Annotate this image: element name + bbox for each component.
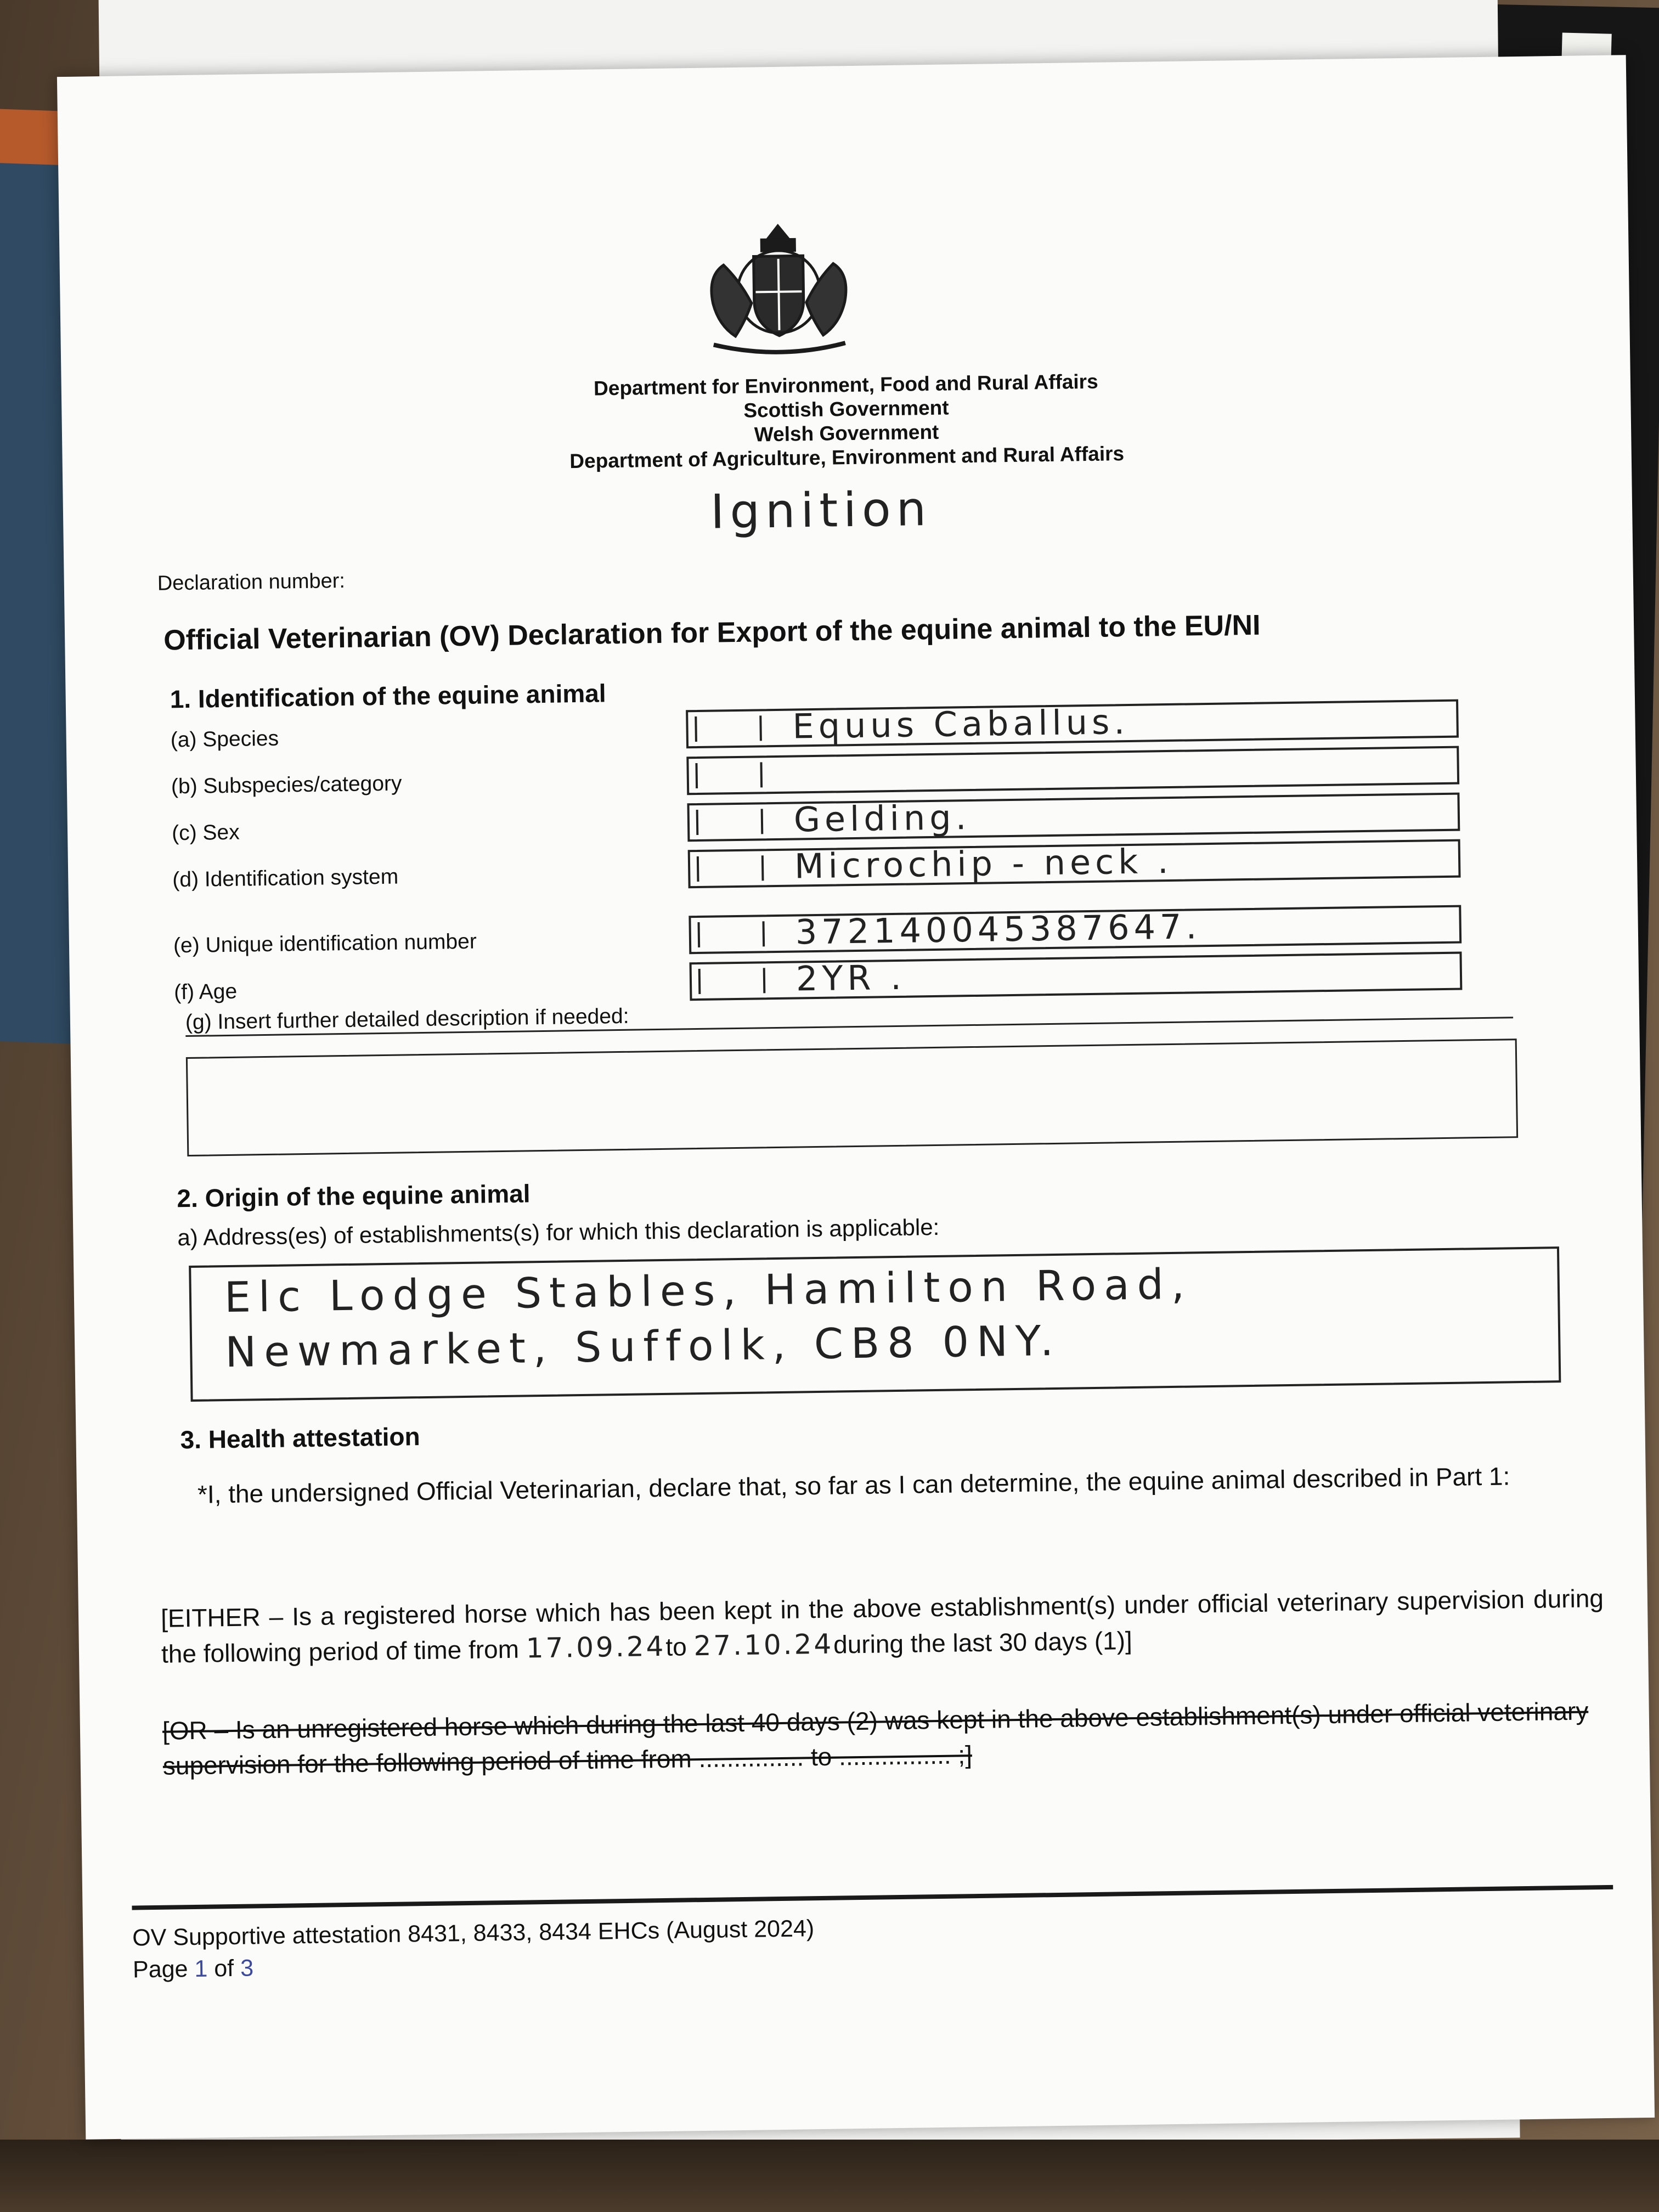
dept-scottish-government: Scottish Government xyxy=(743,396,949,422)
field-label-sex: (c) Sex xyxy=(171,820,240,845)
further-description-label: (g) Insert further detailed description if needed: xyxy=(185,1004,629,1035)
subspecies-field[interactable] xyxy=(686,746,1459,795)
address-line-1: Elc Lodge Stables, Hamilton Road, xyxy=(224,1259,1193,1322)
further-description-field[interactable] xyxy=(186,1039,1518,1156)
field-label-uid: (e) Unique identification number xyxy=(173,929,477,958)
section1-heading: 1. Identification of the equine animal xyxy=(170,679,606,714)
identification-system-value: Microchip - neck . xyxy=(794,840,1173,887)
either-to-text: to xyxy=(665,1632,694,1661)
field-label-species: (a) Species xyxy=(170,726,279,752)
or-clause-struck: [OR – Is an unregistered horse which during the last 40 days (2) was kept in the above establishment(s) under official veterinary supervision for the following period of time from ............... to ................ ;] xyxy=(162,1696,1589,1780)
address-field[interactable] xyxy=(189,1246,1561,1402)
sex-value: Gelding. xyxy=(793,797,971,840)
dept-defra: Department for Environment, Food and Rural Affairs xyxy=(593,370,1098,400)
age-value: 2YR . xyxy=(795,957,906,999)
royal-coat-of-arms-icon xyxy=(690,214,868,359)
footer xyxy=(132,1912,815,1985)
species-field[interactable] xyxy=(686,699,1459,749)
dept-daera: Department of Agriculture, Environment and Rural Affairs xyxy=(569,442,1125,473)
address-label: a) Address(es) of establishments(s) for which this declaration is applicable: xyxy=(177,1214,940,1251)
section2-heading: 2. Origin of the equine animal xyxy=(177,1179,531,1213)
field-label-age: (f) Age xyxy=(173,979,238,1005)
either-clause-text: [EITHER – Is a registered horse which has been kept in the above establishment(s) under official veterinary supervision during the following period of time from xyxy=(160,1584,1604,1668)
declaration-number-handwritten: Ignition xyxy=(710,481,932,540)
field-label-identification-system: (d) Identification system xyxy=(172,865,399,892)
footer-attestation: OV Supportive attestation 8431, 8433, 8434 EHCs (August 2024) xyxy=(132,1915,815,1951)
age-field[interactable] xyxy=(690,952,1463,1001)
dept-welsh-government: Welsh Government xyxy=(754,420,939,446)
declaration-number-label: Declaration number: xyxy=(157,569,346,595)
date-from-value: 17.09.24 xyxy=(526,1630,666,1664)
page-number: Page 1 of 3 xyxy=(132,1955,254,1983)
field-label-subspecies: (b) Subspecies/category xyxy=(171,771,402,799)
sex-field[interactable] xyxy=(687,793,1460,842)
uid-value: 372140045387647. xyxy=(795,906,1201,952)
footer-rule xyxy=(132,1885,1613,1910)
health-attestation-intro: *I, the undersigned Official Veterinarian, declare that, so far as I can determine, the equine animal described in Part 1: xyxy=(197,1462,1510,1509)
document-page xyxy=(57,55,1655,2140)
either-clause xyxy=(161,1581,1605,1672)
desk-edge xyxy=(0,2140,1659,2212)
uid-field[interactable] xyxy=(689,905,1462,955)
section3-heading: 3. Health attestation xyxy=(180,1422,421,1454)
identification-system-field[interactable] xyxy=(688,839,1461,889)
either-end-text: during the last 30 days (1)] xyxy=(833,1626,1133,1659)
species-value: Equus Caballus. xyxy=(792,701,1130,747)
page-title: Official Veterinarian (OV) Declaration for Export of the equine animal to the EU/NI xyxy=(163,609,1261,657)
date-to-value: 27.10.24 xyxy=(693,1628,834,1662)
address-line-2: Newmarket, Suffolk, CB8 0NY. xyxy=(224,1316,1062,1377)
